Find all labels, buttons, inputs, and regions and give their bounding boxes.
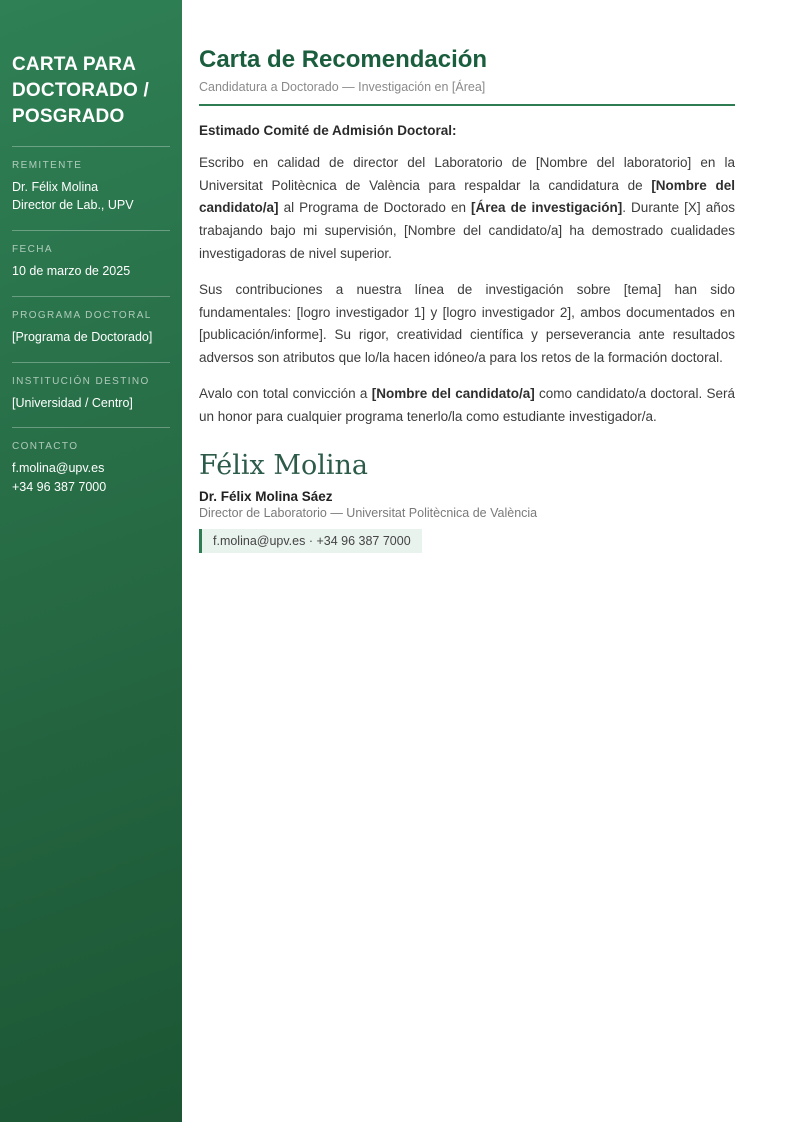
sidebar-divider (12, 427, 170, 428)
paragraph-text: Avalo con total convicción a (199, 386, 372, 402)
sidebar-section-programa (12, 310, 170, 347)
paragraph-text: Escribo en calidad de director del Laboratorio de [Nombre del laboratorio] en la Universitat Politècnica de València para respaldar la candidatura de (199, 155, 735, 193)
target-institution: [Universidad / Centro] (12, 395, 133, 410)
paragraph-text: al Programa de Doctorado en (278, 200, 472, 216)
sidebar-section-remitente (12, 160, 170, 216)
contact-phone: +34 96 387 7000 (12, 480, 107, 495)
signature-script: Félix Molina (199, 450, 368, 482)
doctoral-program: [Programa de Doctorado] (12, 329, 153, 344)
header-rule (199, 104, 735, 106)
sidebar-section-institucion (12, 376, 170, 413)
paragraph-3 (199, 383, 735, 428)
candidate-name-placeholder: [Nombre del candidato/a] (199, 177, 735, 216)
section-label: REMITENTE (12, 159, 83, 171)
letter-date: 10 de marzo de 2025 (12, 264, 131, 279)
sidebar-divider (12, 146, 170, 147)
section-label: CONTACTO (12, 441, 79, 453)
candidate-name-placeholder: [Nombre del candidato/a] (371, 386, 535, 402)
section-label: FECHA (12, 244, 53, 256)
sidebar (0, 0, 182, 1122)
research-area-placeholder: [Área de investigación] (471, 200, 623, 216)
paragraph-1 (199, 152, 735, 265)
section-label: INSTITUCIÓN DESTINO (12, 375, 150, 387)
paragraph-text: . Durante [X] años trabajando bajo mi supervisión, [Nombre del candidato/a] ha demostrado cualidades investigadoras de nivel superior. (199, 200, 736, 261)
page-subtitle: Candidatura a Doctorado — Investigación en [Área] (199, 80, 486, 95)
paragraph-text: como candidato/a doctoral. Será un honor para cualquier programa tenerlo/la como estudiante investigador/a. (199, 386, 735, 424)
signature-role: Director de Laboratorio — Universitat Politècnica de València (199, 506, 538, 521)
section-label: PROGRAMA DOCTORAL (12, 309, 152, 321)
signature-full-name: Dr. Félix Molina Sáez (199, 489, 333, 505)
letter-body (182, 0, 793, 1122)
sidebar-divider (12, 230, 170, 231)
contact-email: f.molina@upv.es (12, 461, 105, 476)
sidebar-title: CARTA PARA DOCTORADO / POSGRADO (12, 54, 149, 128)
salutation: Estimado Comité de Admisión Doctoral: (199, 123, 457, 139)
page-title: Carta de Recomendación (199, 46, 488, 73)
paragraph-2 (199, 279, 735, 369)
signature-contact-chip: f.molina@upv.es · +34 96 387 7000 (199, 529, 422, 553)
sidebar-divider (12, 296, 170, 297)
sender-role: Director de Lab., UPV (12, 198, 134, 213)
sidebar-section-fecha (12, 244, 170, 281)
sender-name: Dr. Félix Molina (12, 179, 99, 194)
sidebar-divider (12, 362, 170, 363)
paragraph-text: Sus contribuciones a nuestra línea de investigación sobre [tema] han sido fundamentales: [logro investigador 1] y [logro investigador 2], ambos documentados en [publicación/informe]. Su rigor, creatividad científica y perseverancia ante resultados adversos son atributos que lo/la hacen idóneo/a para los retos de la formación doctoral. (199, 282, 735, 365)
sidebar-section-contacto (12, 441, 170, 497)
